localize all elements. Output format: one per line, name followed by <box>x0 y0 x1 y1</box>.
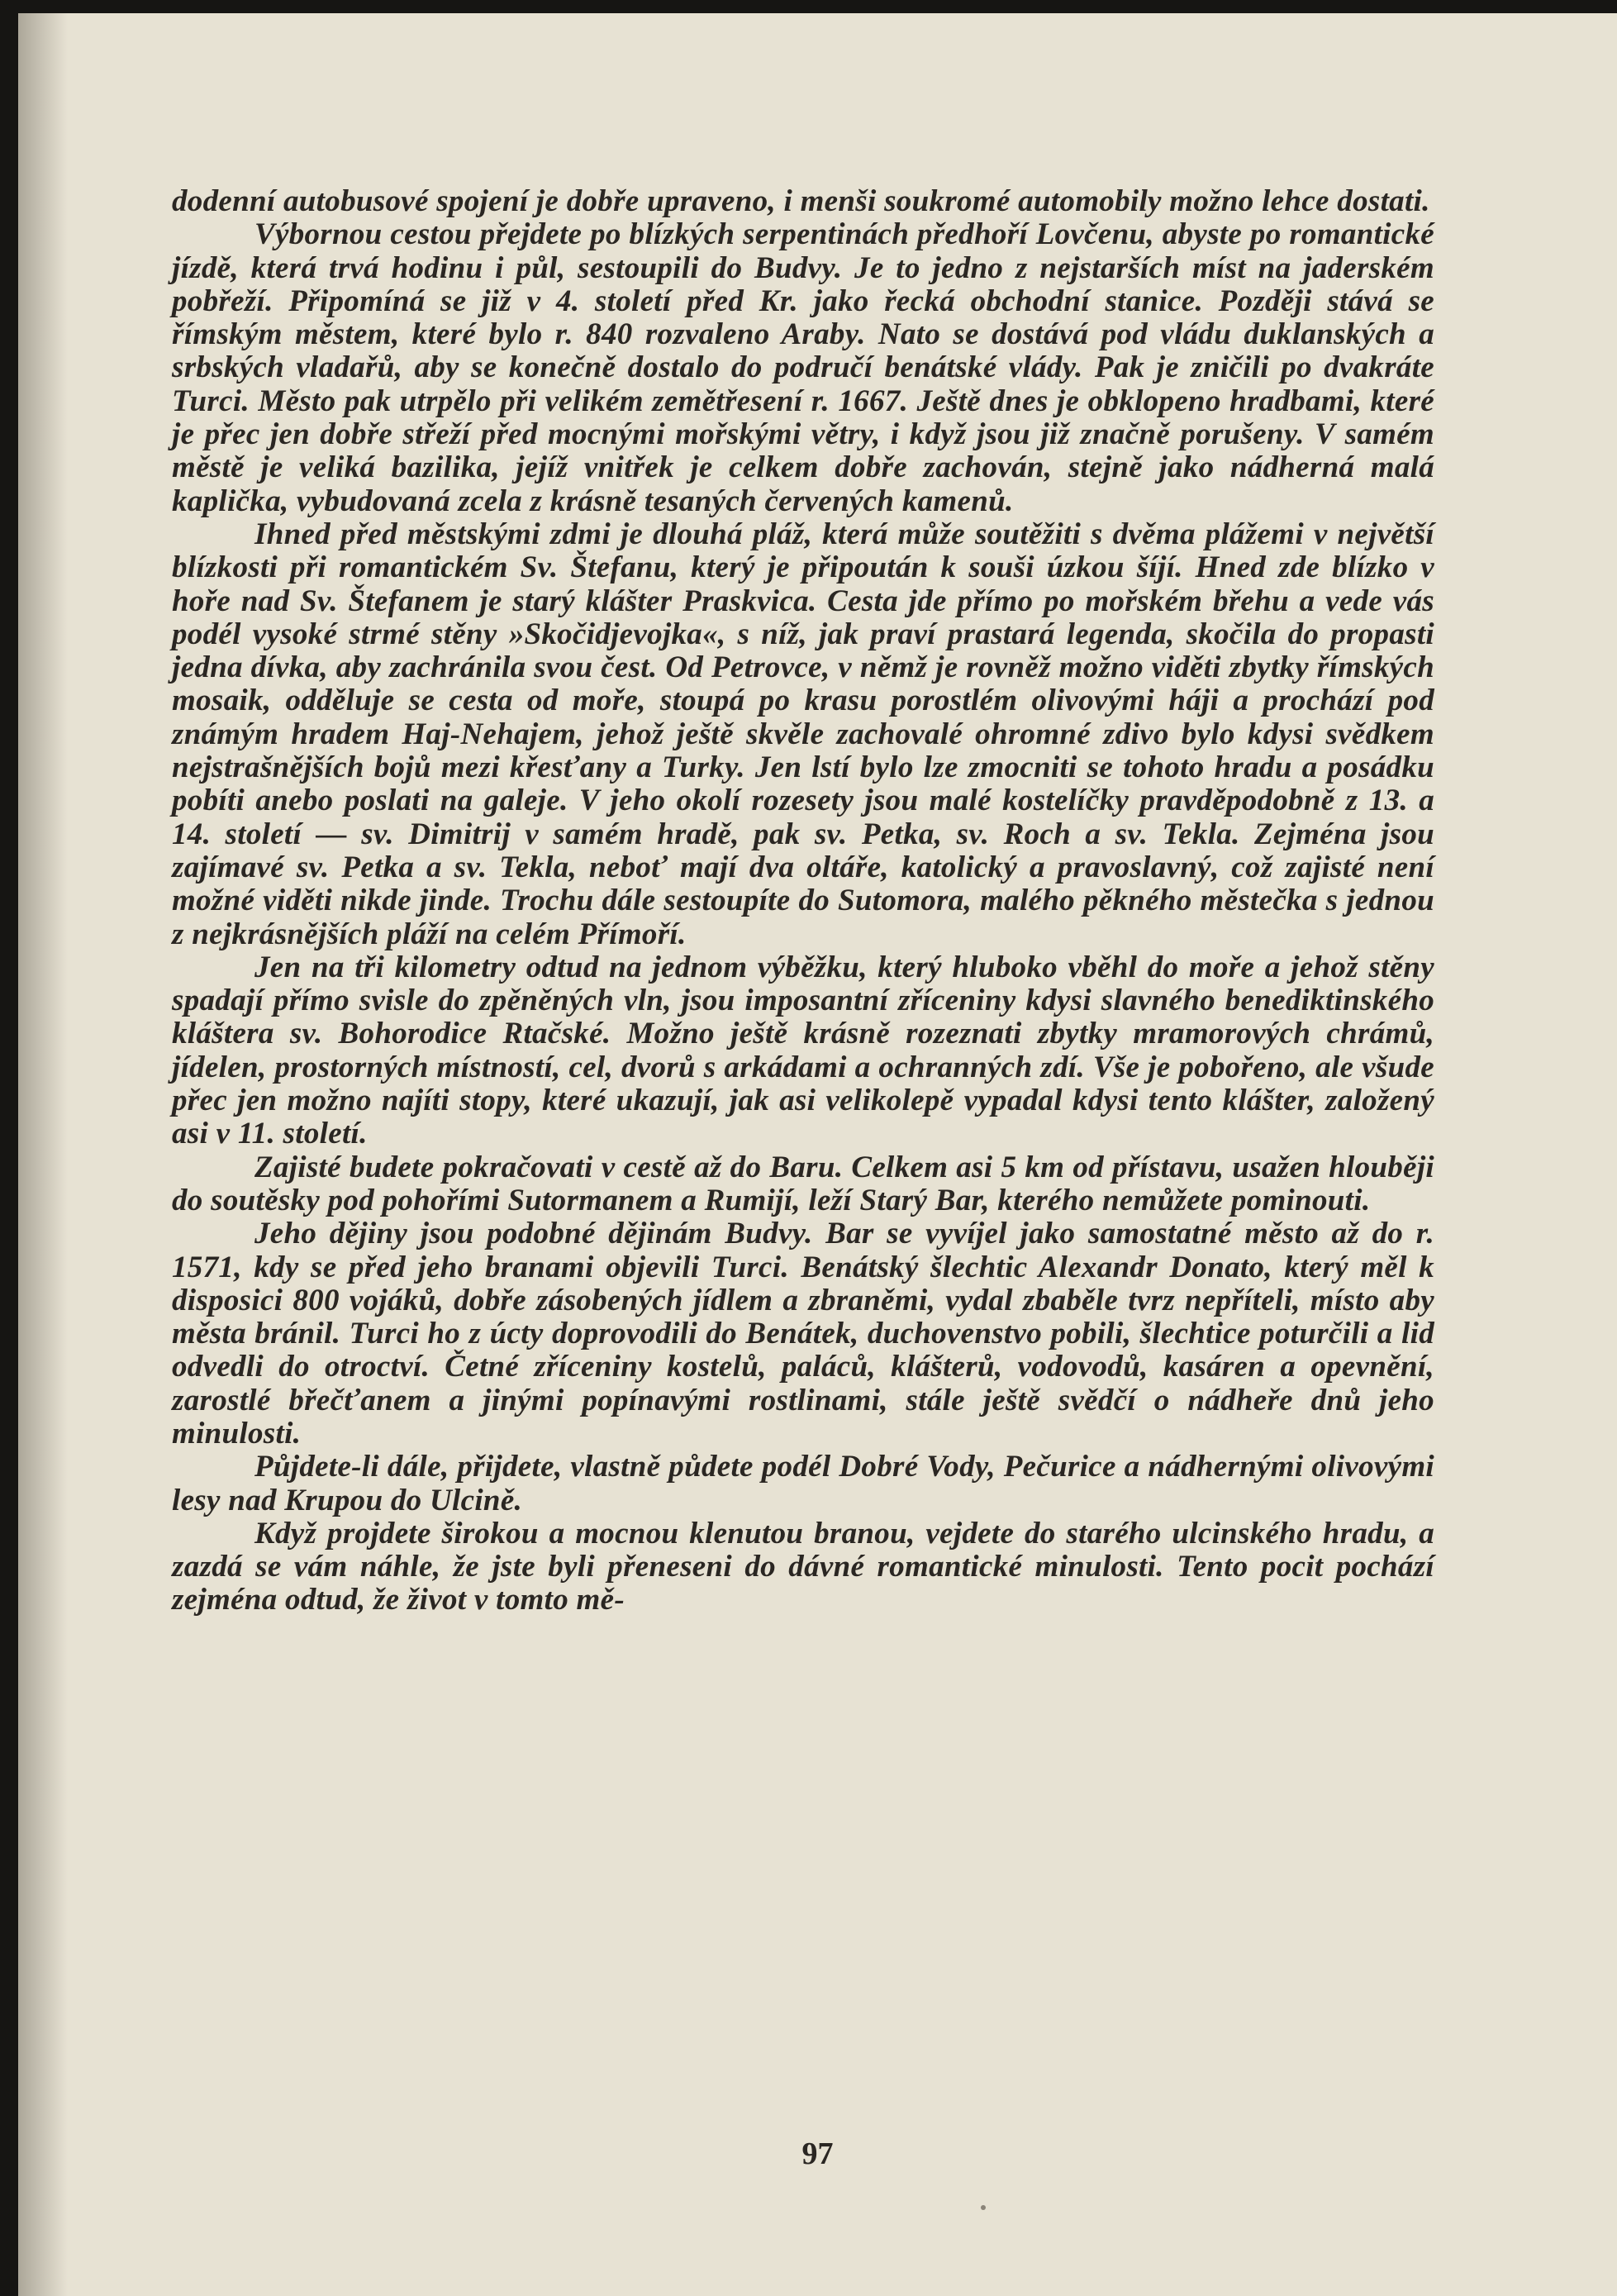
page-number: 97 <box>801 2136 834 2171</box>
paragraph: Výbornou cestou přejdete po blízkých serpentinách předhoří Lovčenu, abyste po romantické jízdě, která trvá hodinu i půl, sestoupili do Budvy. Je to jedno z nejstarších míst na jaderském pobřeží. Připomíná se již v 4. století před Kr. jako řecká obchodní stanice. Později stává se římským městem, které bylo r. 840 rozvaleno Araby. Nato se dostává pod vládu duklanských a srbských vladařů, aby se konečně dostalo do područí benátské vlády. Pak je zničili po dvakráte Turci. Město pak utrpělo při velikém zemětřesení r. 1667. Ještě dnes je obklopeno hradbami, které je přec jen dobře střeží před mocnými mořskými větry, i když jsou již značně porušeny. V samém městě je veliká bazilika, jejíž vnitřek je celkem dobře zachován, stejně jako nádherná malá kaplička, vybudovaná zcela z krásně tesaných červených kamenů. <box>172 217 1434 518</box>
paragraph: Ihned před městskými zdmi je dlouhá pláž, která může soutěžiti s dvěma plážemi v největší blízkosti při romantickém Sv. Štefanu, který je připoután k souši úzkou šíjí. Hned zde blízko v hoře nad Sv. Štefanem je starý klášter Praskvica. Cesta jde přímo po mořském břehu a vede vás podél vysoké strmé stěny »Skočidjevojka«, s níž, jak praví prastará legenda, skočila do propasti jedna dívka, aby zachránila svou čest. Od Petrovce, v němž je rovněž možno viděti zbytky římských mosaik, odděluje se cesta od moře, stoupá po krasu porostlém olivovými háji a prochází pod známým hradem Haj-Nehajem, jehož ještě skvěle zachovalé ohromné zdivo bylo kdysi svědkem nejstrašnějších bojů mezi křesťany a Turky. Jen lstí bylo lze zmocniti se tohoto hradu a posádku pobíti anebo poslati na galeje. V jeho okolí rozesety jsou malé kostelíčky pravděpodobně z 13. a 14. století — sv. Dimitrij v samém hradě, pak sv. Petka, sv. Roch a sv. Tekla. Zejména jsou zajímavé sv. Petka a sv. Tekla, neboť mají dva oltáře, katolický a pravoslavný, což zajisté není možné viděti nikde jinde. Trochu dále sestoupíte do Sutomora, malého pěkného městečka s jednou z nejkrásnějších pláží na celém Přímoří. <box>172 517 1434 951</box>
paragraph: Půjdete-li dále, přijdete, vlastně půdete podél Dobré Vody, Pečurice a nádhernými olivovými lesy nad Krupou do Ulcině. <box>172 1450 1434 1517</box>
paragraph: Jeho dějiny jsou podobné dějinám Budvy. Bar se vyvíjel jako samostatné město až do r. 1571, kdy se před jeho branami objevili Turci. Benátský šlechtic Alexandr Donato, který měl k disposici 800 vojáků, dobře zásobených jídlem a zbraněmi, vydal zbaběle tvrz nepříteli, místo aby města bránil. Turci ho z úcty doprovodili do Benátek, duchovenstvo pobili, šlechtice poturčili a lid odvedli do otroctví. Četné zříceniny kostelů, paláců, klášterů, vodovodů, kasáren a opevnění, zarostlé břečťanem a jinými popínavými rostlinami, stále ještě svědčí o nádheře dnů jeho minulosti. <box>172 1217 1434 1450</box>
body-text <box>172 185 1434 1617</box>
paragraph: Jen na tři kilometry odtud na jednom výběžku, který hluboko vběhl do moře a jehož stěny spadají přímo svisle do zpěněných vln, jsou imposantní zříceniny kdysi slavného benediktinského kláštera sv. Bohorodice Rtačské. Možno ještě krásně rozeznati zbytky mramorových chrámů, jídelen, prostorných místností, cel, dvorů s arkádami a ochranných zdí. Vše je pobořeno, ale všude přec jen možno najíti stopy, které ukazují, jak asi velikolepě vypadal kdysi tento klášter, založený asi v 11. století. <box>172 950 1434 1151</box>
paragraph: Zajisté budete pokračovati v cestě až do Baru. Celkem asi 5 km od přístavu, usažen hlouběji do soutěsky pod pohořími Sutormanem a Rumijí, leží Starý Bar, kterého nemůžete pominouti. <box>172 1150 1434 1217</box>
paragraph: Když projdete širokou a mocnou klenutou branou, vejdete do starého ulcinského hradu, a zazdá se vám náhle, že jste byli přeneseni do dávné romantické minulosti. Tento pocit pochází zejména odtud, že život v tomto mě- <box>172 1516 1434 1617</box>
book-page <box>18 13 1617 2296</box>
speck-mark <box>981 2205 986 2210</box>
paragraph: dodenní autobusové spojení je dobře upraveno, i menši soukromé automobily možno lehce dostati. <box>172 184 1430 218</box>
